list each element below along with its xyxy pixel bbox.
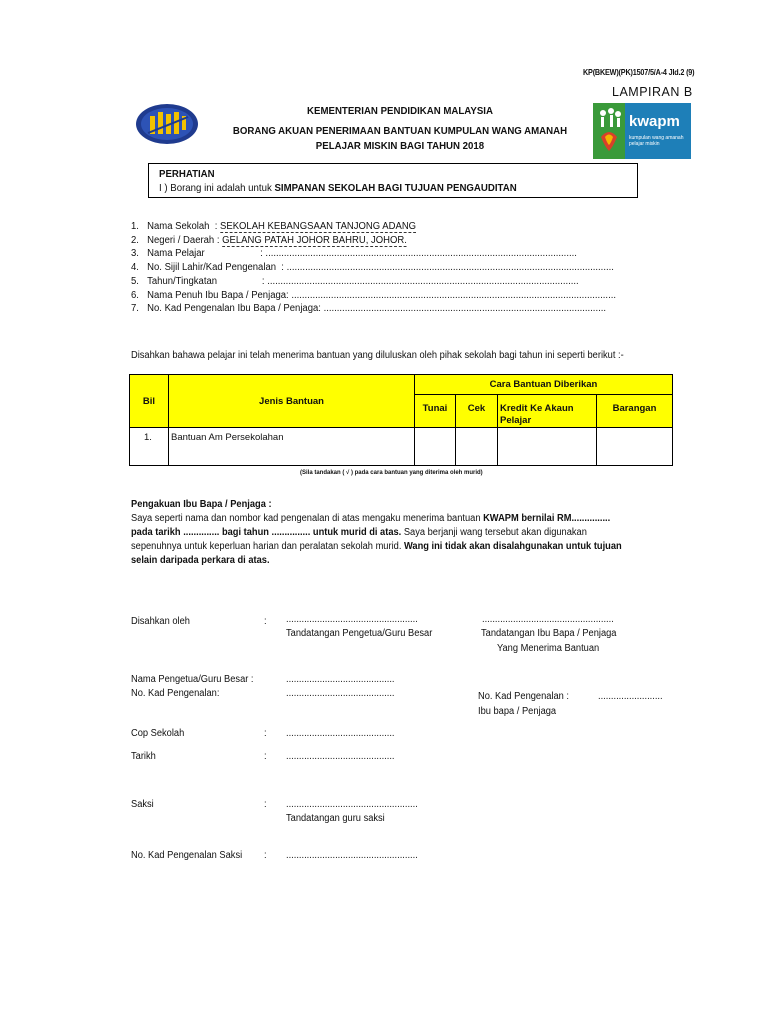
cop-sekolah-label: Cop Sekolah — [131, 728, 185, 739]
no-kp-ibubapa-label: No. Kad Pengenalan : — [478, 691, 570, 702]
field-label: No. Kad Pengenalan Ibu Bapa / Penjaga — [147, 303, 319, 315]
assistance-table — [129, 374, 673, 466]
pengakuan-title: Pengakuan Ibu Bapa / Penjaga : — [131, 499, 272, 510]
notice-line: I ) Borang ini adalah untuk SIMPANAN SEKOLAH BAGI TUJUAN PENGAUDITAN — [159, 182, 517, 194]
col-cek: Cek — [456, 395, 498, 428]
kwapm-logo: kwapm kumpulan wang amanah pelajar miskin — [593, 103, 691, 159]
field-3: 3. Nama Pelajar : ...................................................................................................................... — [131, 248, 577, 260]
field-input-line[interactable]: ...................................................................................................................... — [265, 248, 577, 260]
field-input-line[interactable]: ........................................................................................................... — [323, 303, 606, 315]
kwapm-emblem-icon — [593, 103, 625, 159]
row-bil: 1. — [130, 428, 169, 466]
saksi-label: Saksi — [131, 799, 154, 810]
field-value[interactable]: GELANG PATAH JOHOR BAHRU, JOHOR. — [222, 234, 407, 246]
field-value[interactable]: SEKOLAH KEBANGSAAN TANJONG ADANG — [220, 221, 417, 232]
ibubapa-signature-line[interactable]: ................................................... — [482, 614, 614, 625]
nama-pengetua-line[interactable]: .......................................... — [286, 674, 395, 685]
field-label: Nama Pelajar — [147, 248, 205, 260]
col-tunai: Tunai — [415, 395, 456, 428]
field-input-line[interactable]: ...................................................................................................................... — [267, 275, 579, 287]
col-kredit: Kredit Ke Akaun Pelajar — [498, 395, 597, 428]
no-kp-saksi-line[interactable]: ................................................... — [286, 850, 418, 861]
field-input-line[interactable]: ........................................................................................................................... — [291, 289, 616, 301]
pengetua-signature-line[interactable]: ................................................... — [286, 614, 418, 625]
col-jenis: Jenis Bantuan — [169, 375, 415, 428]
kpm-logo — [135, 103, 199, 150]
col-bil: Bil — [130, 375, 169, 428]
yang-menerima-label: Yang Menerima Bantuan — [497, 643, 600, 654]
saksi-signature-line[interactable]: ................................................... — [286, 799, 418, 810]
cop-sekolah-line[interactable]: .......................................... — [286, 728, 395, 739]
field-2: 2. Negeri / Daerah : GELANG PATAH JOHOR BAHRU, JOHOR. — [131, 234, 407, 246]
notice-box — [148, 163, 638, 198]
ttd-pengetua-label: Tandatangan Pengetua/Guru Besar — [286, 628, 433, 639]
confirmation-text: Disahkan bahawa pelajar ini telah menerima bantuan yang diluluskan oleh pihak sekolah bagi tahun ini seperti berikut :- — [131, 350, 624, 361]
pengakuan-line-2: pada tarikh .............. bagi tahun ............... untuk murid di atas. Saya berjanji wang tersebut akan digunakan — [131, 527, 587, 538]
tarikh-label: Tarikh — [131, 751, 156, 762]
field-5: 5. Tahun/Tingkatan : ...................................................................................................................... — [131, 275, 579, 287]
ibubapa-penjaga-label: Ibu bapa / Penjaga — [478, 706, 557, 717]
field-1: 1. Nama Sekolah : SEKOLAH KEBANGSAAN TANJONG ADANG — [131, 221, 417, 232]
field-label: No. Sijil Lahir/Kad Pengenalan — [147, 262, 277, 274]
pengakuan-line-3: sepenuhnya untuk keperluan harian dan peralatan sekolah murid. Wang ini tidak akan disalahgunakan untuk tujuan — [131, 541, 622, 552]
form-title-line-1: BORANG AKUAN PENERIMAAN BANTUAN KUMPULAN WANG AMANAH — [232, 125, 568, 137]
no-kp-line[interactable]: .......................................... — [286, 688, 395, 699]
tarikh-line[interactable]: .......................................... — [286, 751, 395, 762]
form-title-line-2: PELAJAR MISKIN BAGI TAHUN 2018 — [315, 140, 485, 152]
col-cara: Cara Bantuan Diberikan — [415, 375, 673, 395]
field-7: 7. No. Kad Pengenalan Ibu Bapa / Penjaga: ........................................................................................................... — [131, 303, 606, 315]
disahkan-oleh-label: Disahkan oleh — [131, 616, 190, 627]
field-input-line[interactable]: ............................................................................................................................ — [286, 262, 614, 274]
field-6: 6. Nama Penuh Ibu Bapa / Penjaga: ........................................................................................................................... — [131, 289, 616, 301]
no-kp-ibubapa-line[interactable]: ......................... — [598, 691, 663, 702]
field-label: Negeri / Daerah — [147, 234, 215, 246]
ttd-saksi-label: Tandatangan guru saksi — [286, 813, 385, 824]
nama-pengetua-label: Nama Pengetua/Guru Besar : — [131, 674, 254, 685]
lampiran-label: LAMPIRAN B — [612, 85, 693, 99]
ttd-ibubapa-label: Tandatangan Ibu Bapa / Penjaga — [481, 628, 617, 639]
table-note: (Sila tandakan ( √ ) pada cara bantuan yang diterima oleh murid) — [300, 470, 483, 476]
row-jenis: Bantuan Am Persekolahan — [169, 428, 415, 466]
no-kp-label: No. Kad Pengenalan: — [131, 688, 220, 699]
reference-number: KP(BKEW)(PK)1507/5/A-4 Jld.2 (9) — [583, 67, 695, 77]
row-tunai-cell[interactable] — [415, 428, 456, 466]
col-barangan: Barangan — [597, 395, 673, 428]
pengakuan-line-1: Saya seperti nama dan nombor kad pengenalan di atas mengaku menerima bantuan KWAPM bernilai RM............... — [131, 513, 611, 524]
field-label: Nama Sekolah — [147, 221, 210, 232]
ministry-title: KEMENTERIAN PENDIDIKAN MALAYSIA — [307, 105, 493, 117]
row-cek-cell[interactable] — [456, 428, 498, 466]
no-kp-saksi-label: No. Kad Pengenalan Saksi — [131, 850, 243, 861]
field-label: Tahun/Tingkatan — [147, 275, 218, 287]
row-barangan-cell[interactable] — [597, 428, 673, 466]
pengakuan-line-4: selain daripada perkara di atas. — [131, 555, 270, 566]
field-4: 4. No. Sijil Lahir/Kad Pengenalan : ............................................................................................................................ — [131, 262, 614, 274]
table-row — [130, 428, 673, 466]
notice-title: PERHATIAN — [159, 168, 215, 180]
field-label: Nama Penuh Ibu Bapa / Penjaga — [147, 289, 287, 301]
row-kredit-cell[interactable] — [498, 428, 597, 466]
